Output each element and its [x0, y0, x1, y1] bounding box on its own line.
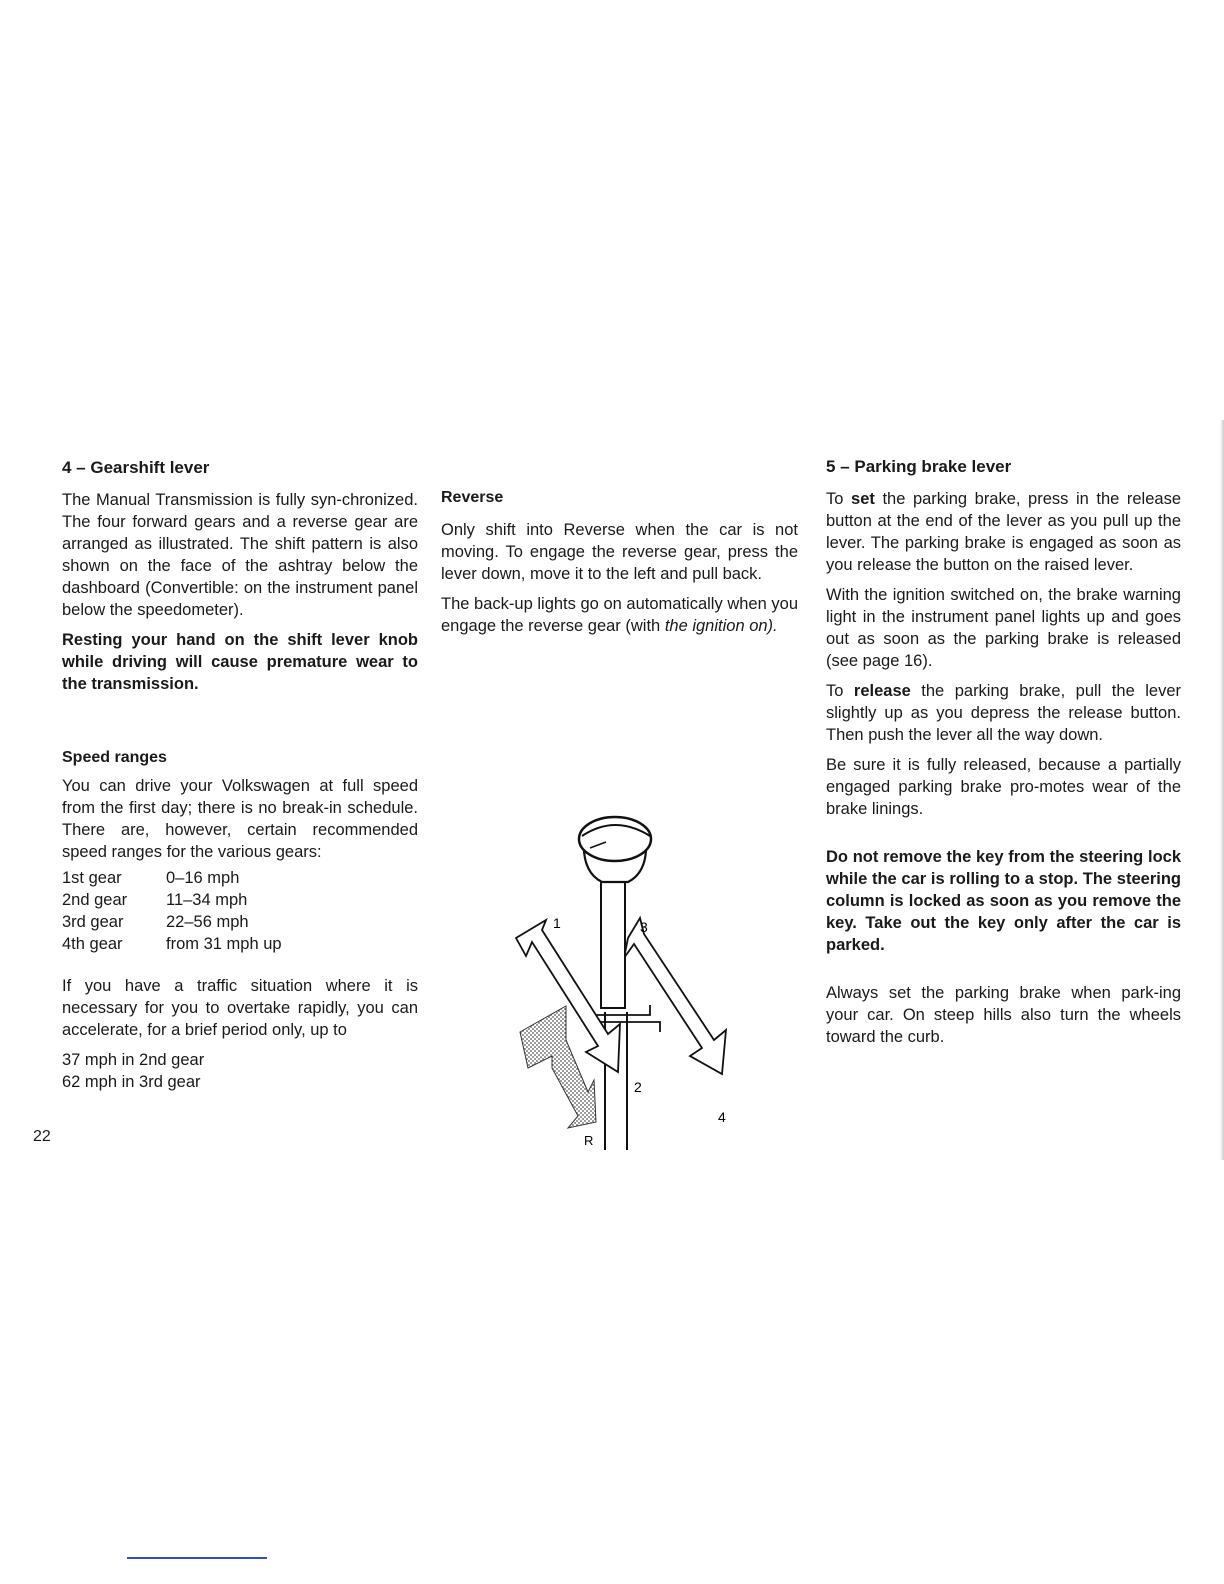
speed-row: 1st gear 0–16 mph	[62, 869, 240, 887]
gearshift-heading: 4 – Gearshift lever	[62, 458, 210, 477]
speed-ranges-intro: You can drive your Volkswagen at full speed from the first day; there is no break-in schedule. There are, however, certain recommended speed ranges for the various gears:	[62, 777, 418, 861]
label-gear-1: 1	[553, 915, 561, 931]
speed-table	[62, 867, 418, 955]
parking-p5: Always set the parking brake when park-ing your car. On steep hills also turn the wheels toward the curb.	[826, 984, 1181, 1046]
steering-lock-warning: Do not remove the key from the steering lock while the car is rolling to a stop. The steering column is locked as soon as you remove the key. Take out the key only after the car is parked.	[826, 848, 1181, 954]
reverse-heading: Reverse	[441, 489, 504, 506]
speed-row: 2nd gear 11–34 mph	[62, 891, 248, 909]
parking-brake-heading: 5 – Parking brake lever	[826, 457, 1012, 476]
gearshift-warning: Resting your hand on the shift lever knob while driving will cause premature wear to the transmission.	[62, 631, 418, 693]
limit-2nd: 37 mph in 2nd gear	[62, 1051, 205, 1069]
speed-row: 3rd gear 22–56 mph	[62, 913, 249, 931]
label-gear-3: 3	[640, 919, 648, 935]
footer-rule	[127, 1557, 267, 1559]
parking-p4: Be sure it is fully released, because a partially engaged parking brake pro-motes wear of the brake linings.	[826, 756, 1181, 818]
label-gear-2: 2	[634, 1079, 642, 1095]
parking-p3: To release the parking brake, pull the lever slightly up as you depress the release button. Then push the lever all the way down.	[826, 682, 1181, 744]
left-column	[62, 457, 418, 1093]
label-gear-4: 4	[718, 1109, 726, 1125]
overtake-text: If you have a traffic situation where it is necessary for you to overtake rapidly, you can accelerate, for a brief period only, up to	[62, 977, 418, 1039]
speed-ranges-heading: Speed ranges	[62, 749, 167, 766]
middle-column	[441, 487, 798, 645]
gear-3-4-arrow	[624, 918, 726, 1074]
label-reverse: R	[584, 1133, 594, 1148]
speed-row: 4th gear from 31 mph up	[62, 935, 282, 953]
page-number: 22	[33, 1128, 51, 1145]
page-edge-shadow	[1220, 420, 1224, 1160]
parking-p1: To set the parking brake, press in the release button at the end of the lever as you pull up the lever. The parking brake is engaged as soon as you release the button on the raised lever.	[826, 490, 1181, 574]
limit-3rd: 62 mph in 3rd gear	[62, 1073, 201, 1091]
reverse-p1: Only shift into Reverse when the car is not moving. To engage the reverse gear, press the lever down, move it to the left and pull back.	[441, 521, 798, 583]
shift-pattern-diagram	[490, 810, 760, 1160]
reverse-p2: The back-up lights go on automatically when you engage the reverse gear (with the ignition on).	[441, 595, 798, 635]
right-column	[826, 456, 1181, 1056]
gearshift-intro: The Manual Transmission is fully syn-chronized. The four forward gears and a reverse gear are arranged as illustrated. The shift pattern is also shown on the face of the ashtray below the dashboard (Convertible: on the instrument panel below the speedometer).	[62, 491, 418, 619]
parking-p2: With the ignition switched on, the brake warning light in the instrument panel lights up and goes out as soon as the parking brake is released (see page 16).	[826, 586, 1181, 670]
